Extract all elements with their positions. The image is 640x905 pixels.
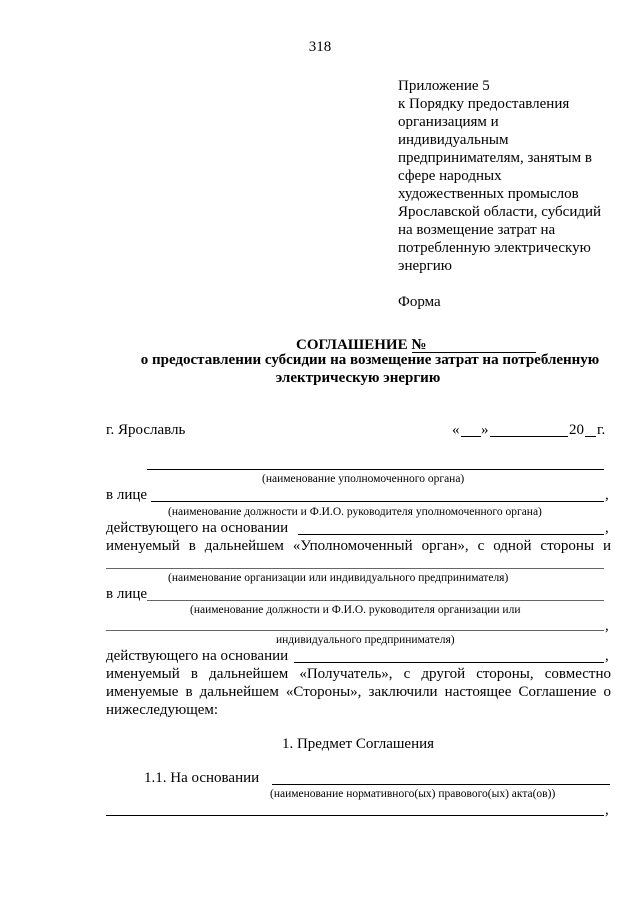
appendix-line: энергию xyxy=(398,258,453,274)
recipient-head-hint-1: (наименование должности и Ф.И.О. руководителя организации или xyxy=(190,604,521,616)
basis-label-2: действующего на основании xyxy=(106,648,289,664)
agreement-subtitle-line1: о предоставлении субсидии на возмещение затрат на потребленную xyxy=(140,352,600,368)
authorized-body-hint: (наименование уполномоченного органа) xyxy=(262,473,465,485)
clause-1-1: 1.1. На основании xyxy=(144,770,260,786)
year-prefix: 20 xyxy=(569,422,584,438)
in-person-label-1: в лице xyxy=(106,487,148,503)
party1-named-text: именуемый в дальнейшем «Уполномоченный орган», с одной стороны и xyxy=(106,538,611,554)
appendix-line: сфере народных xyxy=(398,168,502,184)
appendix-line: Ярославской области, субсидий xyxy=(398,204,602,220)
authorized-body-name-field[interactable] xyxy=(147,469,604,470)
appendix-line: художественных промыслов xyxy=(398,186,579,202)
recipient-head-hint-2: индивидуального предпринимателя) xyxy=(276,634,455,646)
date-month-field[interactable] xyxy=(490,436,568,437)
section1-title: 1. Предмет Соглашения xyxy=(281,736,435,752)
appendix-line: организациям и xyxy=(398,114,499,130)
party2-named-text-1: именуемый в дальнейшем «Получатель», с другой стороны, совместно xyxy=(106,666,611,682)
appendix-line: индивидуальным xyxy=(398,132,509,148)
appendix-line: к Порядку предоставления xyxy=(398,96,570,112)
legal-act-field-cont[interactable] xyxy=(106,815,604,816)
comma: , xyxy=(605,520,609,536)
comma: , xyxy=(605,487,609,503)
year-suffix: г. xyxy=(597,422,606,438)
authorized-head-field[interactable] xyxy=(151,501,604,502)
recipient-name-hint: (наименование организации или индивидуального предпринимателя) xyxy=(168,572,509,584)
agreement-subtitle-line2: электрическую энергию xyxy=(275,370,441,386)
appendix-title: Приложение 5 xyxy=(398,78,490,94)
date-open-quote: « xyxy=(452,422,460,438)
authorized-head-hint: (наименование должности и Ф.И.О. руководителя уполномоченного органа) xyxy=(168,506,542,518)
legal-act-hint: (наименование нормативного(ых) правового(ых) акта(ов)) xyxy=(270,788,556,800)
appendix-line: на возмещение затрат на xyxy=(398,222,556,238)
recipient-head-field[interactable] xyxy=(147,600,604,601)
comma: , xyxy=(605,802,609,818)
party2-named-text-2: именуемые в дальнейшем «Стороны», заключили настоящее Соглашение о xyxy=(106,684,611,700)
appendix-block xyxy=(398,77,623,311)
comma: , xyxy=(605,618,609,634)
legal-act-field[interactable] xyxy=(272,784,610,785)
basis-label-1: действующего на основании xyxy=(106,520,289,536)
authorized-basis-field[interactable] xyxy=(298,534,604,535)
appendix-line: предпринимателям, занятым в xyxy=(398,150,592,166)
date-close-quote: » xyxy=(481,422,489,438)
city-label: г. Ярославль xyxy=(106,422,186,438)
form-label: Форма xyxy=(398,294,441,310)
date-day-field[interactable] xyxy=(461,436,481,437)
in-person-label-2: в лице xyxy=(106,586,148,602)
recipient-name-field[interactable] xyxy=(106,568,604,569)
appendix-line: потребленную электрическую xyxy=(398,240,591,256)
recipient-basis-field[interactable] xyxy=(294,662,604,663)
recipient-head-field-cont[interactable] xyxy=(106,630,604,631)
party2-named-text-3: нижеследующем: xyxy=(106,702,219,718)
comma: , xyxy=(605,648,609,664)
date-year-field[interactable] xyxy=(585,436,596,437)
page-number: 318 xyxy=(308,39,332,55)
agreement-heading: СОГЛАШЕНИЕ № xyxy=(296,337,427,353)
